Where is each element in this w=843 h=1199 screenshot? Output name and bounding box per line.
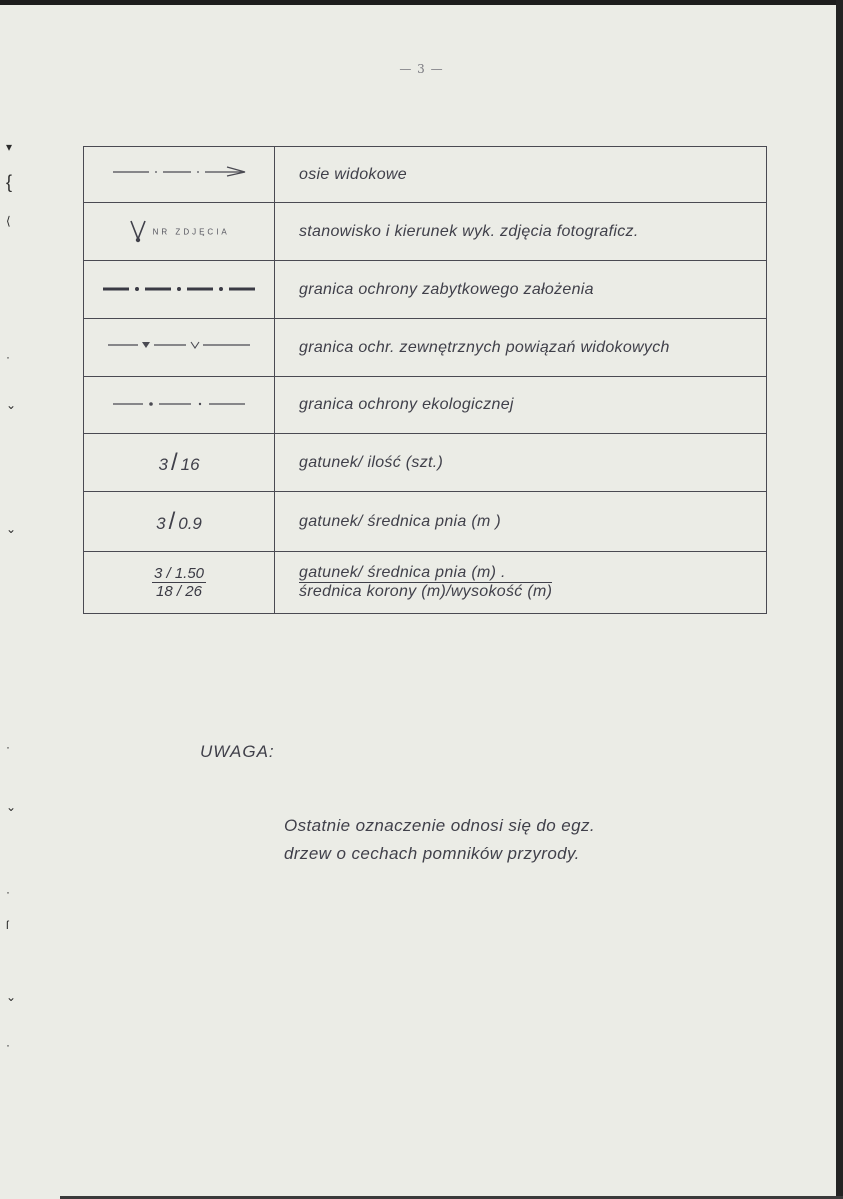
description-line-2: średnica korony (m)/wysokość (m) xyxy=(299,583,553,600)
margin-mark: · xyxy=(6,885,10,899)
species-number: 3 xyxy=(158,454,168,474)
legend-row xyxy=(84,261,767,319)
species-count-symbol: 3 / 16 xyxy=(158,448,200,476)
scan-right-edge xyxy=(836,0,843,1199)
legend-symbol xyxy=(84,492,275,552)
legend-row xyxy=(84,434,767,492)
species-diameter-symbol: 3 / 0.9 xyxy=(156,507,202,535)
margin-mark: ⟨ xyxy=(6,214,11,228)
legend-row xyxy=(84,552,767,614)
margin-mark: ſ xyxy=(6,918,9,932)
view-axis-line-icon xyxy=(109,164,249,180)
height-number: 26 xyxy=(185,582,202,600)
scan-top-edge xyxy=(0,0,843,5)
description-line-1: gatunek/ średnica pnia (m) . xyxy=(299,564,552,583)
count-number: 16 xyxy=(180,454,200,474)
monument-tree-symbol: $\frac{3 / 1.50}{18 / 26}$ xyxy=(153,564,205,600)
species-number: 3 xyxy=(156,513,166,533)
note-heading: UWAGA: xyxy=(200,742,275,761)
legend-symbol xyxy=(84,203,275,261)
ecological-boundary-icon xyxy=(109,399,249,409)
photo-number-label: NR ZDJĘCIA xyxy=(152,227,230,236)
margin-mark: ⌄ xyxy=(6,800,17,814)
legend-row xyxy=(84,203,767,261)
diameter-number: 1.50 xyxy=(174,564,205,582)
note-line-2: drzew o cechach pomników przyrody. xyxy=(284,844,580,863)
legend-symbol xyxy=(84,377,275,434)
margin-mark: · xyxy=(6,1038,10,1052)
legend-symbol xyxy=(84,434,275,492)
heritage-boundary-line-icon xyxy=(99,284,259,294)
legend-table xyxy=(83,146,767,614)
margin-mark: · xyxy=(6,350,10,364)
legend-row xyxy=(84,377,767,434)
legend-row xyxy=(84,147,767,203)
diameter-number: 0.9 xyxy=(178,513,202,533)
camera-direction-icon xyxy=(128,219,148,245)
legend-symbol xyxy=(84,147,275,203)
crown-number: 18 xyxy=(156,582,173,600)
legend-symbol xyxy=(84,552,275,614)
margin-mark: ⌄ xyxy=(6,990,17,1004)
note-text xyxy=(284,812,595,868)
margin-mark: { xyxy=(6,172,13,192)
legend-description: gatunek/ średnica pnia (m ) xyxy=(275,492,767,552)
margin-mark: ⌄ xyxy=(6,522,17,536)
margin-mark: ⌄ xyxy=(6,398,17,412)
legend-description xyxy=(275,552,767,614)
note-line-1: Ostatnie oznaczenie odnosi się do egz. xyxy=(284,816,595,835)
species-number: 3 xyxy=(153,564,163,582)
legend-description: gatunek/ ilość (szt.) xyxy=(275,434,767,492)
legend-symbol xyxy=(84,319,275,377)
margin-mark: ▾ xyxy=(6,140,13,154)
legend-row xyxy=(84,319,767,377)
legend-description: granica ochr. zewnętrznych powiązań widokowych xyxy=(275,319,767,377)
legend-description: granica ochrony ekologicznej xyxy=(275,377,767,434)
legend-description: stanowisko i kierunek wyk. zdjęcia fotograficz. xyxy=(275,203,767,261)
legend-symbol xyxy=(84,261,275,319)
legend-description: granica ochrony zabytkowego założenia xyxy=(275,261,767,319)
view-relation-boundary-icon xyxy=(104,338,254,352)
legend-row xyxy=(84,492,767,552)
margin-mark: · xyxy=(6,740,10,754)
page-number: — 3 — xyxy=(399,62,444,76)
legend-description: osie widokowe xyxy=(275,147,767,203)
